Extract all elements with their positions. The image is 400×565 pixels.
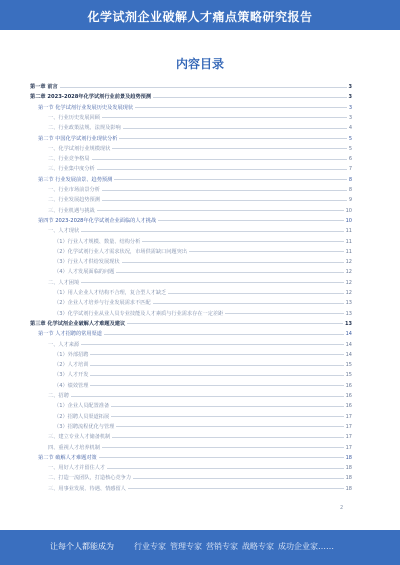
- toc-entry-page: 14: [345, 341, 352, 348]
- toc-entry[interactable]: [30, 104, 352, 112]
- toc-entry[interactable]: [30, 248, 352, 256]
- toc-entry-page: 10: [345, 207, 352, 214]
- toc-entry[interactable]: [30, 289, 352, 297]
- toc-leader-dots: [122, 262, 344, 263]
- toc-entry[interactable]: [30, 155, 352, 163]
- toc-leader-dots: [111, 416, 343, 417]
- toc-entry-title: 二、人才困境: [48, 279, 80, 286]
- toc-entry-title: （3）行业人才供给发展现状: [54, 259, 120, 266]
- toc-entry-page: 3: [348, 104, 352, 111]
- toc-entry-page: 16: [345, 382, 352, 389]
- toc-entry[interactable]: [30, 227, 352, 235]
- toc-entry[interactable]: [30, 330, 352, 338]
- toc-entry-title: （3）化学试剂行业从业人员专业技能及人才素质与行业需求存在一定差距: [54, 310, 224, 317]
- toc-leader-dots: [142, 241, 343, 242]
- toc-entry-page: 3: [348, 114, 352, 121]
- toc-entry-title: 三、行业机遇与挑战: [48, 207, 95, 214]
- footer-field: 行业专家: [134, 542, 166, 551]
- toc-entry-page: 18: [345, 475, 352, 482]
- toc-leader-dots: [123, 128, 347, 129]
- toc-entry[interactable]: [30, 444, 352, 452]
- toc-entry[interactable]: [30, 299, 352, 307]
- toc-entry-page: 17: [345, 413, 352, 420]
- toc-leader-dots: [90, 365, 343, 366]
- toc-entry-title: （1）用人企业人才结构不合理，复合型人才缺乏: [54, 290, 167, 296]
- toc-entry[interactable]: [30, 413, 352, 421]
- toc-entry[interactable]: [30, 423, 352, 431]
- toc-entry-page: 8: [348, 187, 352, 193]
- toc-entry-page: 13: [345, 300, 352, 307]
- toc-entry-title: 一、用好人才并留住人才: [48, 465, 106, 472]
- toc-leader-dots: [90, 375, 343, 376]
- toc-entry-page: 3: [348, 94, 352, 101]
- report-title: 化学试剂企业破解人才痛点策略研究报告: [87, 10, 313, 24]
- toc-entry-page: 13: [345, 320, 352, 327]
- toc-entry[interactable]: [30, 114, 352, 122]
- toc-entry-page: 18: [345, 465, 352, 472]
- toc-leader-dots: [90, 385, 343, 386]
- toc-entry-page: 11: [345, 248, 352, 255]
- toc-entry-title: （2）企业人才培养与行业发展需求不匹配: [54, 300, 151, 307]
- footer-field: 战略专家: [242, 542, 274, 551]
- toc-entry[interactable]: [30, 83, 352, 91]
- toc-entry-title: 二、打造一流团队，打造核心竞争力: [48, 475, 132, 482]
- toc-entry-page: 17: [345, 423, 352, 430]
- toc-entry-title: 一、行业市场前景分析: [48, 187, 100, 193]
- toc-entry[interactable]: [30, 196, 352, 204]
- toc-entry-page: 14: [345, 351, 352, 358]
- toc-entry-page: 7: [348, 166, 352, 173]
- toc-leader-dots: [99, 457, 344, 458]
- toc-entry-title: （4）人才发展面临的问题: [54, 269, 115, 276]
- toc-entry[interactable]: [30, 361, 352, 369]
- toc-leader-dots: [112, 148, 347, 149]
- toc-entry-title: 二、行业发展趋势预测: [48, 197, 100, 204]
- toc-leader-dots: [158, 220, 344, 221]
- toc-entry[interactable]: [30, 93, 352, 101]
- toc-entry-title: （1）企业人员配置准备: [54, 403, 110, 410]
- toc-leader-dots: [104, 334, 344, 335]
- toc-entry-page: 10: [345, 217, 352, 224]
- toc-entry-page: 18: [345, 454, 352, 461]
- toc-leader-dots: [92, 159, 347, 160]
- toc-leader-dots: [116, 272, 343, 273]
- toc-leader-dots: [119, 138, 346, 139]
- toc-leader-dots: [60, 87, 347, 88]
- toc-leader-dots: [168, 293, 343, 294]
- toc-entry-page: 3: [348, 84, 352, 90]
- table-of-contents: [30, 83, 352, 503]
- toc-entry[interactable]: [30, 279, 352, 287]
- footer-slogan: 让每个人都能成为: [50, 542, 114, 551]
- toc-leader-dots: [102, 190, 347, 191]
- toc-leader-dots: [97, 169, 347, 170]
- toc-entry[interactable]: [30, 176, 352, 184]
- toc-entry-title: 一、人才现状: [48, 228, 80, 235]
- toc-entry-title: 第二节 中国化学试剂行业现状分析: [38, 135, 118, 142]
- toc-entry-page: 14: [345, 331, 352, 338]
- toc-entry-page: 16: [345, 403, 352, 410]
- toc-leader-dots: [81, 231, 343, 232]
- toc-entry-title: 第一节 人才招聘的常用渠道: [38, 331, 102, 338]
- toc-entry[interactable]: [30, 124, 352, 132]
- toc-entry[interactable]: [30, 310, 352, 318]
- toc-leader-dots: [189, 251, 344, 252]
- toc-entry-title: 第三章 化学试剂企业破解人才难题及建议: [30, 320, 126, 327]
- toc-entry[interactable]: [30, 382, 352, 390]
- toc-leader-dots: [81, 282, 343, 283]
- toc-entry-title: （4）绩效管理: [54, 382, 89, 389]
- toc-leader-dots: [153, 303, 344, 304]
- toc-entry-title: 第四节 2023-2028年化学试剂企业面临的人才挑战: [38, 217, 157, 224]
- toc-entry-title: 二、招聘: [48, 393, 69, 399]
- toc-entry-title: 第三节 行业发展前景、趋势预测: [38, 176, 113, 183]
- toc-entry[interactable]: [30, 135, 352, 143]
- toc-entry[interactable]: [30, 238, 352, 246]
- toc-entry-page: 4: [348, 125, 352, 132]
- toc-entry-title: （3）人才开发: [54, 372, 89, 379]
- toc-entry-page: 15: [345, 372, 352, 379]
- report-header: [0, 0, 400, 30]
- toc-entry-title: （3）招聘流程优化与管理: [54, 423, 115, 430]
- toc-entry-title: （2）招聘人员渠道拓展: [54, 413, 110, 420]
- toc-leader-dots: [102, 447, 344, 448]
- toc-entry-title: 第二章 2023-2028年化学试剂行业前景及趋势预测: [30, 94, 152, 101]
- toc-entry-title: 一、行业历史发展回顾: [48, 114, 100, 121]
- toc-entry-title: 第二节 破解人才难题对策: [38, 454, 97, 461]
- toc-entry[interactable]: [30, 341, 352, 349]
- toc-entry-page: 17: [345, 434, 352, 441]
- footer-field: 管理专家: [170, 542, 202, 551]
- toc-entry[interactable]: [30, 165, 352, 173]
- toc-entry-page: 8: [348, 176, 352, 183]
- toc-entry[interactable]: [30, 454, 352, 462]
- toc-entry-page: 17: [345, 444, 352, 451]
- toc-leader-dots: [127, 323, 343, 324]
- footer-field: 营销专家: [206, 542, 238, 551]
- toc-entry-title: （1）行业人才规模、数量、结构分析: [54, 238, 141, 245]
- toc-entry[interactable]: [30, 351, 352, 359]
- toc-entry[interactable]: [30, 186, 352, 194]
- toc-entry-title: （2）人才培训: [54, 362, 89, 369]
- toc-entry-title: （2）化学试剂行业人才需求状况，市场供需缺口问题突出: [54, 248, 187, 255]
- toc-entry-title: 一、人才来源: [48, 341, 80, 348]
- toc-leader-dots: [128, 488, 344, 489]
- toc-entry[interactable]: [30, 258, 352, 266]
- toc-leader-dots: [111, 406, 343, 407]
- page-number: 2: [340, 505, 344, 511]
- toc-entry-page: 12: [345, 279, 352, 286]
- toc-leader-dots: [116, 426, 343, 427]
- toc-leader-dots: [102, 200, 347, 201]
- toc-entry-title: 四、重视人才培养机制: [48, 444, 100, 451]
- toc-entry-title: 一、化学试剂行业规模现状: [48, 145, 111, 152]
- toc-entry[interactable]: [30, 474, 352, 482]
- toc-leader-dots: [107, 468, 344, 469]
- toc-entry[interactable]: [30, 485, 352, 493]
- toc-entry[interactable]: [30, 268, 352, 276]
- toc-entry-page: 5: [348, 145, 352, 152]
- toc-entry[interactable]: [30, 433, 352, 441]
- toc-entry-page: 5: [348, 135, 352, 142]
- toc-entry[interactable]: [30, 371, 352, 379]
- toc-entry-page: 13: [345, 310, 352, 317]
- toc-entry-page: 16: [345, 393, 352, 399]
- toc-entry[interactable]: [30, 402, 352, 410]
- toc-leader-dots: [133, 478, 344, 479]
- toc-entry-page: 12: [345, 259, 352, 266]
- toc-entry[interactable]: [30, 464, 352, 472]
- toc-entry-title: （1）外部招聘: [54, 351, 89, 358]
- toc-heading: 内容目录: [175, 57, 224, 71]
- toc-entry-page: 6: [348, 156, 352, 163]
- toc-entry[interactable]: [30, 217, 352, 225]
- toc-entry[interactable]: [30, 320, 352, 328]
- footer-banner: [0, 530, 400, 565]
- toc-entry[interactable]: [30, 145, 352, 153]
- toc-entry-title: 二、行业政策法规、法规及影响: [48, 125, 121, 132]
- toc-entry-title: 三、建立专业人才储备机制: [48, 434, 111, 441]
- toc-entry-title: 第一节 化学试剂行业发展历史及发展现状: [38, 104, 134, 111]
- toc-leader-dots: [90, 354, 343, 355]
- toc-entry-page: 12: [345, 290, 352, 296]
- footer-fields: [134, 541, 338, 552]
- toc-leader-dots: [114, 179, 347, 180]
- toc-entry-title: 二、行业竞争格局: [48, 156, 90, 163]
- toc-entry-title: 三、用事业发展、待遇、情感留人: [48, 485, 126, 492]
- toc-entry-page: 11: [345, 238, 352, 245]
- toc-leader-dots: [112, 437, 343, 438]
- toc-entry-title: 三、行业集中度分析: [48, 166, 95, 173]
- toc-leader-dots: [225, 313, 343, 314]
- toc-entry-page: 15: [345, 362, 352, 369]
- toc-entry-page: 12: [345, 269, 352, 276]
- toc-entry-title: 第一章 前言: [30, 84, 58, 90]
- toc-entry-page: 18: [345, 485, 352, 492]
- toc-leader-dots: [153, 97, 346, 98]
- toc-leader-dots: [135, 107, 347, 108]
- toc-leader-dots: [97, 210, 344, 211]
- toc-leader-dots: [102, 117, 347, 118]
- footer-field: 成功企业家……: [278, 542, 334, 551]
- toc-entry[interactable]: [30, 207, 352, 215]
- toc-leader-dots: [81, 344, 343, 345]
- toc-entry[interactable]: [30, 392, 352, 400]
- toc-leader-dots: [71, 396, 344, 397]
- toc-entry-page: 11: [345, 228, 352, 235]
- toc-entry-page: 9: [348, 197, 352, 204]
